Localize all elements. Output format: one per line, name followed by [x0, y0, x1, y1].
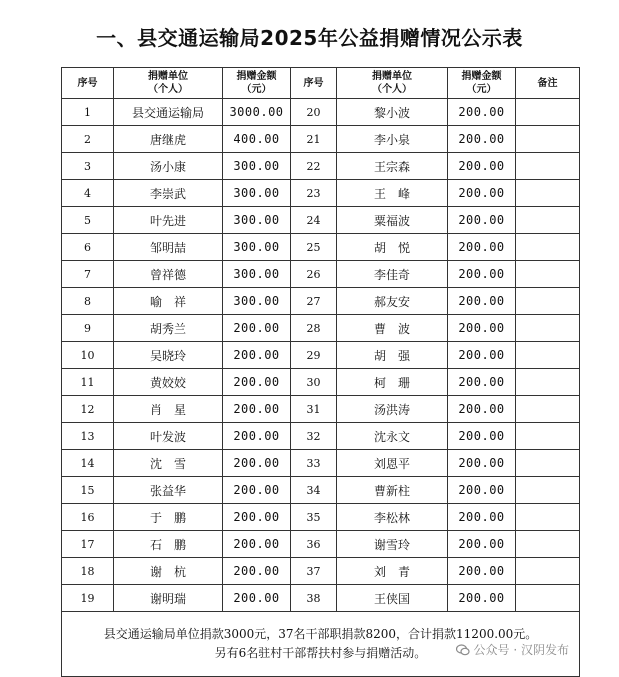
- summary-line2: 另有6名驻村干部帮扶村参与捐赠活动。: [214, 646, 427, 660]
- header-amount-line1: 捐赠金额: [236, 71, 277, 82]
- table-row: [62, 585, 580, 612]
- amount-cell: 200.00: [448, 369, 516, 396]
- seq-cell: 30: [291, 369, 337, 396]
- amount-cell: 200.00: [448, 477, 516, 504]
- amount-cell: 400.00: [223, 126, 291, 153]
- seq-cell: 11: [62, 369, 114, 396]
- remark-cell: [516, 477, 580, 504]
- table-row: [62, 207, 580, 234]
- table-row: [62, 396, 580, 423]
- seq-cell: 33: [291, 450, 337, 477]
- amount-cell: 200.00: [223, 477, 291, 504]
- table-row: [62, 288, 580, 315]
- donor-name-cell: 粟福波: [337, 207, 448, 234]
- seq-cell: 34: [291, 477, 337, 504]
- amount-cell: 200.00: [223, 423, 291, 450]
- amount-cell: 200.00: [448, 288, 516, 315]
- donor-name-cell: 黎小波: [337, 99, 448, 126]
- page-title: 一、县交通运输局2025年公益捐赠情况公示表: [96, 26, 523, 50]
- remark-cell: [516, 585, 580, 612]
- amount-cell: 200.00: [448, 261, 516, 288]
- donor-name-cell: 县交通运输局: [114, 99, 223, 126]
- donor-name-cell: 王宗森: [337, 153, 448, 180]
- amount-cell: 200.00: [448, 180, 516, 207]
- table-row: [62, 153, 580, 180]
- donor-name-cell: 张益华: [114, 477, 223, 504]
- header-seq-right: 序号: [291, 68, 337, 99]
- remark-cell: [516, 450, 580, 477]
- header-amount-left: [223, 68, 291, 99]
- amount-cell: 200.00: [223, 504, 291, 531]
- donor-name-cell: 李崇武: [114, 180, 223, 207]
- remark-cell: [516, 234, 580, 261]
- seq-cell: 36: [291, 531, 337, 558]
- remark-cell: [516, 153, 580, 180]
- amount-cell: 200.00: [223, 531, 291, 558]
- seq-cell: 24: [291, 207, 337, 234]
- amount-cell: 300.00: [223, 288, 291, 315]
- watermark: [456, 641, 569, 658]
- seq-cell: 31: [291, 396, 337, 423]
- donor-name-cell: 黄姣姣: [114, 369, 223, 396]
- table-row: [62, 477, 580, 504]
- seq-cell: 37: [291, 558, 337, 585]
- seq-cell: 6: [62, 234, 114, 261]
- donor-name-cell: 谢明瑞: [114, 585, 223, 612]
- seq-cell: 22: [291, 153, 337, 180]
- donor-name-cell: 肖 星: [114, 396, 223, 423]
- amount-cell: 200.00: [223, 585, 291, 612]
- donor-name-cell: 吴晓玲: [114, 342, 223, 369]
- amount-cell: 200.00: [448, 531, 516, 558]
- amount-cell: 200.00: [448, 99, 516, 126]
- donor-name-cell: 曾祥德: [114, 261, 223, 288]
- amount-cell: 200.00: [223, 450, 291, 477]
- donor-name-cell: 于 鹏: [114, 504, 223, 531]
- amount-cell: 200.00: [223, 558, 291, 585]
- header-amount-line2: （元）: [241, 84, 272, 95]
- remark-cell: [516, 531, 580, 558]
- donor-name-cell: 李佳奇: [337, 261, 448, 288]
- seq-cell: 12: [62, 396, 114, 423]
- donor-name-cell: 胡秀兰: [114, 315, 223, 342]
- donor-name-cell: 汤小康: [114, 153, 223, 180]
- header-remark: 备注: [516, 68, 580, 99]
- header-unit-line1: 捐赠单位: [372, 71, 412, 82]
- donor-name-cell: 郝友安: [337, 288, 448, 315]
- donor-name-cell: 沈永文: [337, 423, 448, 450]
- remark-cell: [516, 288, 580, 315]
- donor-name-cell: 柯 珊: [337, 369, 448, 396]
- header-seq-left: 序号: [62, 68, 114, 99]
- seq-cell: 19: [62, 585, 114, 612]
- amount-cell: 300.00: [223, 207, 291, 234]
- remark-cell: [516, 99, 580, 126]
- amount-cell: 3000.00: [223, 99, 291, 126]
- donor-name-cell: 胡 强: [337, 342, 448, 369]
- remark-cell: [516, 423, 580, 450]
- seq-cell: 23: [291, 180, 337, 207]
- amount-cell: 300.00: [223, 180, 291, 207]
- donor-name-cell: 谢雪玲: [337, 531, 448, 558]
- amount-cell: 200.00: [448, 423, 516, 450]
- seq-cell: 38: [291, 585, 337, 612]
- table-row: [62, 126, 580, 153]
- donor-name-cell: 王侠国: [337, 585, 448, 612]
- seq-cell: 35: [291, 504, 337, 531]
- seq-cell: 16: [62, 504, 114, 531]
- amount-cell: 300.00: [223, 261, 291, 288]
- amount-cell: 200.00: [223, 369, 291, 396]
- table-row: [62, 234, 580, 261]
- seq-cell: 3: [62, 153, 114, 180]
- table-row: [62, 261, 580, 288]
- amount-cell: 200.00: [448, 207, 516, 234]
- amount-cell: 200.00: [448, 153, 516, 180]
- remark-cell: [516, 504, 580, 531]
- header-amount-right: [448, 68, 516, 99]
- seq-cell: 13: [62, 423, 114, 450]
- donor-name-cell: 唐继虎: [114, 126, 223, 153]
- table-row: [62, 99, 580, 126]
- donor-name-cell: 李松林: [337, 504, 448, 531]
- remark-cell: [516, 369, 580, 396]
- amount-cell: 300.00: [223, 153, 291, 180]
- donor-name-cell: 叶先进: [114, 207, 223, 234]
- seq-cell: 15: [62, 477, 114, 504]
- table-row: [62, 558, 580, 585]
- table-row: [62, 450, 580, 477]
- seq-cell: 27: [291, 288, 337, 315]
- amount-cell: 200.00: [448, 450, 516, 477]
- seq-cell: 8: [62, 288, 114, 315]
- seq-cell: 28: [291, 315, 337, 342]
- seq-cell: 5: [62, 207, 114, 234]
- donor-name-cell: 曹 波: [337, 315, 448, 342]
- seq-cell: 20: [291, 99, 337, 126]
- header-unit-right: [337, 68, 448, 99]
- header-unit-line2: （个人）: [372, 84, 412, 95]
- amount-cell: 200.00: [448, 342, 516, 369]
- donor-name-cell: 曹新柱: [337, 477, 448, 504]
- donor-name-cell: 李小泉: [337, 126, 448, 153]
- table-row: [62, 342, 580, 369]
- donor-name-cell: 沈 雪: [114, 450, 223, 477]
- amount-cell: 200.00: [448, 315, 516, 342]
- seq-cell: 17: [62, 531, 114, 558]
- seq-cell: 9: [62, 315, 114, 342]
- wechat-icon: [456, 643, 470, 657]
- amount-cell: 300.00: [223, 234, 291, 261]
- donor-name-cell: 石 鹏: [114, 531, 223, 558]
- donor-name-cell: 刘 青: [337, 558, 448, 585]
- seq-cell: 14: [62, 450, 114, 477]
- amount-cell: 200.00: [448, 558, 516, 585]
- amount-cell: 200.00: [448, 234, 516, 261]
- amount-cell: 200.00: [448, 585, 516, 612]
- remark-cell: [516, 180, 580, 207]
- remark-cell: [516, 261, 580, 288]
- table-row: [62, 531, 580, 558]
- seq-cell: 21: [291, 126, 337, 153]
- donor-name-cell: 邹明喆: [114, 234, 223, 261]
- seq-cell: 10: [62, 342, 114, 369]
- remark-cell: [516, 396, 580, 423]
- remark-cell: [516, 126, 580, 153]
- amount-cell: 200.00: [448, 126, 516, 153]
- remark-cell: [516, 315, 580, 342]
- seq-cell: 26: [291, 261, 337, 288]
- table-row: [62, 180, 580, 207]
- seq-cell: 25: [291, 234, 337, 261]
- donor-name-cell: 刘恩平: [337, 450, 448, 477]
- header-amount-line2: （元）: [466, 84, 497, 95]
- donor-name-cell: 谢 杭: [114, 558, 223, 585]
- amount-cell: 200.00: [448, 504, 516, 531]
- header-unit-line1: 捐赠单位: [148, 71, 188, 82]
- header-unit-left: [114, 68, 223, 99]
- remark-cell: [516, 558, 580, 585]
- donor-name-cell: 胡 悦: [337, 234, 448, 261]
- seq-cell: 18: [62, 558, 114, 585]
- header-amount-line1: 捐赠金额: [461, 71, 502, 82]
- donor-name-cell: 喻 祥: [114, 288, 223, 315]
- table-row: [62, 504, 580, 531]
- remark-cell: [516, 342, 580, 369]
- amount-cell: 200.00: [223, 396, 291, 423]
- seq-cell: 29: [291, 342, 337, 369]
- seq-cell: 7: [62, 261, 114, 288]
- table-row: [62, 315, 580, 342]
- donation-table: [61, 67, 580, 677]
- donor-name-cell: 叶发波: [114, 423, 223, 450]
- seq-cell: 1: [62, 99, 114, 126]
- table-row: [62, 369, 580, 396]
- seq-cell: 4: [62, 180, 114, 207]
- amount-cell: 200.00: [448, 396, 516, 423]
- remark-cell: [516, 207, 580, 234]
- header-unit-line2: （个人）: [148, 84, 188, 95]
- table-header-row: [62, 68, 580, 99]
- seq-cell: 2: [62, 126, 114, 153]
- table-row: [62, 423, 580, 450]
- seq-cell: 32: [291, 423, 337, 450]
- amount-cell: 200.00: [223, 342, 291, 369]
- summary-line1: 县交通运输局单位捐款3000元，37名干部职捐款8200，合计捐款11200.00元。: [103, 627, 538, 641]
- amount-cell: 200.00: [223, 315, 291, 342]
- donor-name-cell: 汤洪涛: [337, 396, 448, 423]
- watermark-text: 公众号 · 汉阴发布: [473, 643, 569, 657]
- donor-name-cell: 王 峰: [337, 180, 448, 207]
